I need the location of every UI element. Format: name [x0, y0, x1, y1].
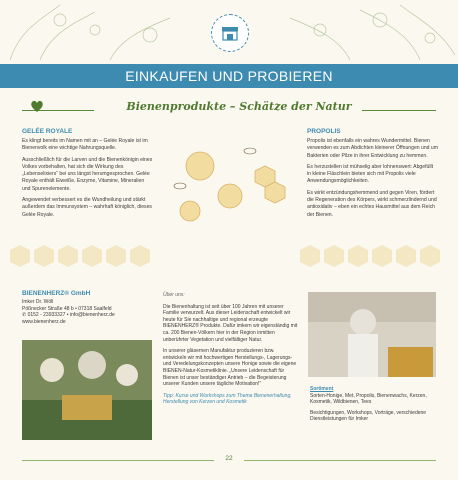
gelee-royale-text [22, 138, 154, 223]
company-name: BIENENHERZ® GmbH [22, 290, 91, 297]
paragraph: Propolis ist ebenfalls ein wahres Wundermittel. Bienen verwenden es zum Abdichten kleinerer Öffnungen und um Bakterien oder Pilze in ihrer Entwicklung zu hemmen. [307, 138, 439, 159]
section-banner: EINKAUFEN UND PROBIEREN [0, 64, 458, 88]
propolis-title: PROPOLIS [307, 128, 341, 135]
contact-line: Imker Dr. Wöll [22, 299, 54, 305]
about-tip: Tipp: Kurse und Workshops zum Thema Bienenerhaltung, Herstellung von Kerzen und Kosmetik [163, 392, 292, 406]
shop-badge [211, 14, 249, 52]
contact-block [22, 290, 152, 325]
sortiment-text: Sorten-Honige, Met, Propolis, Bienenwachs, Kerzen, Kosmetik, Wildbienen, Tees [310, 392, 427, 406]
contact-line: Pößnecker Straße 48 b • 07318 Saalfeld [22, 305, 112, 312]
sortiment-title: Sortiment [310, 386, 334, 392]
paragraph: In unserer gläsernen Manufaktur produzieren bzw. entwickeln wir mit hochwertigen Herstellungs-, Lagerungs- und Veredelungskonzepten unsere Honige sowie die eigene BIENEN-Natur-Kosmetiklinie. „Unsere Leidenschaft für Bienen ist unser beständiger Antrieb – die Begeisterung unserer Kunden unsere tägliche Motivation!“ [163, 348, 297, 388]
beekeepers-photo [22, 340, 152, 440]
paragraph: Die Bienenhaltung ist seit über 100 Jahren mit unserer Familie verwurzelt. Aus dieser Leidenschaft entwickelt wir heute für Sie nachhaltige und regional erzeugte BIENENHERZ® Produkte. Dafür imkern wir eigenständig mit ca. 200 Bienen-Völkern hier in der Region inmitten unberührter Vegetation und vielfältiger Natur. [163, 303, 298, 343]
heading-divider-right [362, 110, 436, 111]
paragraph: Es klingt bereits im Namen mit an – Gelée Royale ist im Bienenvolk eine wichtige Nahrungsquelle. [22, 138, 148, 152]
paragraph: Ausschließlich für die Larven und die Bienenkönigin eines Volkes vorbehalten, hat sich die Wirkung des „Lebenselixiers“ bei uns längst herumgesprochen. Gelée Royale enthält Eiweiße, Enzyme, Vitamine, Mineralien und Spurenelemente. [22, 156, 153, 192]
section-heading [22, 100, 436, 118]
honey-shop-photo [308, 292, 436, 377]
contact-line: ✆ 0152 - 23933327 • info@bienenherz.de [22, 312, 115, 318]
bees-honeycomb-illustration [160, 126, 300, 236]
page-number: 22 [214, 455, 244, 462]
honeycomb-band [0, 240, 458, 280]
section-heading-text: Bienenprodukte – Schätze der Natur [126, 100, 352, 113]
paragraph: Es wirkt entzündungshemmend und gegen Viren, fördert die Regeneration des Körpers, wirkt schmerzlindernd und antioxidativ – eben ein echtes Hausmittel aus dem Reich der Bienen. [307, 189, 437, 218]
paragraph: Angewendet verbessert es die Wundheilung und stärkt außerdem das Immunsystem – wahrhaft königlich, dieses Gelée Royale. [22, 197, 152, 218]
website-link[interactable]: www.bienenherz.de [22, 318, 66, 325]
services-text: Besichtigungen, Workshops, Vorträge, verschiedene Dienstleistungen für Imker [310, 409, 427, 423]
about-us-text [163, 292, 298, 411]
shop-icon [212, 15, 248, 51]
propolis-text [307, 138, 438, 223]
paragraph: Es herzustellen ist mühselig aber lohnenswert: Abgefüllt in kleine Fläschlein bieten sich mit Propolis viele Anwendungsmöglichkeiten. [307, 163, 433, 185]
gelee-royale-title: GELÉE ROYALE [22, 128, 73, 135]
sortiment-block [310, 386, 438, 427]
about-intro: Über uns: [163, 292, 185, 298]
heart-icon [30, 98, 44, 114]
